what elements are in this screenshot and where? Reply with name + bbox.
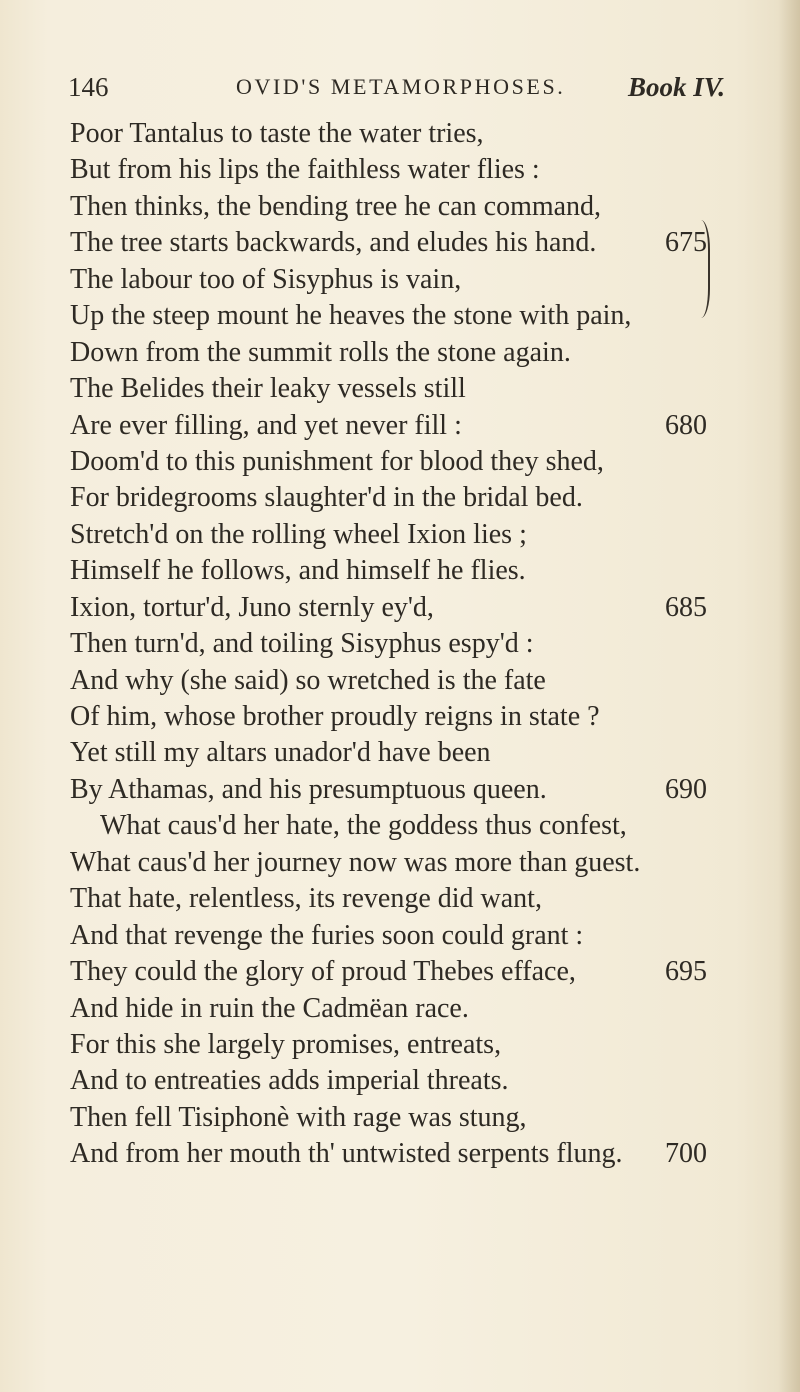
- verse-text: Ixion, tortur'd, Juno sternly ey'd,: [70, 591, 434, 623]
- verse-text: Poor Tantalus to taste the water tries,: [70, 118, 484, 149]
- line-number: 690: [665, 773, 707, 805]
- line-number: 685: [665, 591, 707, 623]
- verse-line: [0, 225, 800, 261]
- verse-line: [0, 991, 800, 1027]
- verse-text: Doom'd to this punishment for blood they shed,: [70, 445, 604, 477]
- verse-text: What caus'd her journey now was more than guest.: [70, 846, 641, 878]
- verse-text: Down from the summit rolls the stone again.: [70, 336, 571, 368]
- verse-text: What caus'd her hate, the goddess thus confest,: [100, 810, 627, 842]
- verse-line: [0, 553, 800, 589]
- verse-text: The labour too of Sisyphus is vain,: [70, 263, 462, 295]
- verse-line: [0, 444, 800, 480]
- book-label: Book IV.: [628, 72, 726, 102]
- verse-text: And why (she said) so wretched is the fate: [70, 664, 546, 696]
- verse-line: [0, 918, 800, 954]
- verse-line: [0, 152, 800, 188]
- verse-line: [0, 663, 800, 699]
- verse-line: [0, 590, 800, 626]
- verse-text: Up the steep mount he heaves the stone with pain,: [70, 300, 632, 332]
- line-number: 695: [665, 956, 707, 988]
- verse-text: Yet still my altars unador'd have been: [70, 737, 491, 769]
- verse-text: And hide in ruin the Cadmëan race.: [70, 992, 469, 1024]
- verse-line: [0, 735, 800, 771]
- line-number: 700: [665, 1138, 707, 1170]
- page-number: 146: [68, 72, 109, 102]
- verse-line: [0, 881, 800, 917]
- verse-line: [0, 1136, 800, 1172]
- verse-text: Of him, whose brother proudly reigns in state ?: [70, 701, 600, 732]
- verse-text: And to entreaties adds imperial threats.: [70, 1065, 509, 1097]
- running-title: OVID'S METAMORPHOSES.: [236, 74, 566, 99]
- triplet-brace: [692, 220, 710, 318]
- verse-line: [0, 408, 800, 444]
- verse-line: [0, 480, 800, 516]
- line-number: 675: [665, 227, 707, 259]
- verse-text: But from his lips the faithless water flies :: [70, 154, 540, 186]
- verse-line: [0, 808, 800, 844]
- line-number: 680: [665, 409, 707, 441]
- verse-text: For this she largely promises, entreats,: [70, 1028, 502, 1060]
- verse-line: [0, 772, 800, 808]
- verse-line: [0, 845, 800, 881]
- verse-text: Then thinks, the bending tree he can command,: [70, 190, 602, 222]
- verse-text: Himself he follows, and himself he flies.: [70, 555, 526, 587]
- verse-line: [0, 116, 800, 152]
- verse-line: [0, 517, 800, 553]
- verse-line: [0, 699, 800, 735]
- verse-line: [0, 1100, 800, 1136]
- poem-text: [0, 116, 800, 1173]
- page-header: [0, 72, 800, 112]
- verse-text: Are ever filling, and yet never fill :: [70, 409, 462, 441]
- verse-text: The tree starts backwards, and eludes his hand.: [70, 227, 597, 259]
- verse-text: The Belides their leaky vessels still: [70, 373, 466, 405]
- verse-text: Then turn'd, and toiling Sisyphus espy'd :: [70, 628, 534, 660]
- verse-line: [0, 189, 800, 225]
- verse-line: [0, 626, 800, 662]
- verse-text: And that revenge the furies soon could grant :: [70, 919, 584, 951]
- verse-text: Then fell Tisiphonè with rage was stung,: [70, 1101, 527, 1133]
- verse-line: [0, 371, 800, 407]
- verse-line: [0, 954, 800, 990]
- verse-text: And from her mouth th' untwisted serpents flung.: [70, 1138, 623, 1170]
- verse-line: [0, 335, 800, 371]
- verse-text: For bridegrooms slaughter'd in the bridal bed.: [70, 482, 583, 514]
- verse-text: By Athamas, and his presumptuous queen.: [70, 773, 547, 805]
- verse-line: [0, 298, 800, 334]
- verse-text: They could the glory of proud Thebes efface,: [70, 956, 576, 988]
- verse-text: Stretch'd on the rolling wheel Ixion lies ;: [70, 518, 527, 550]
- verse-line: [0, 1063, 800, 1099]
- verse-text: That hate, relentless, its revenge did want,: [70, 883, 542, 915]
- verse-line: [0, 262, 800, 298]
- verse-line: [0, 1027, 800, 1063]
